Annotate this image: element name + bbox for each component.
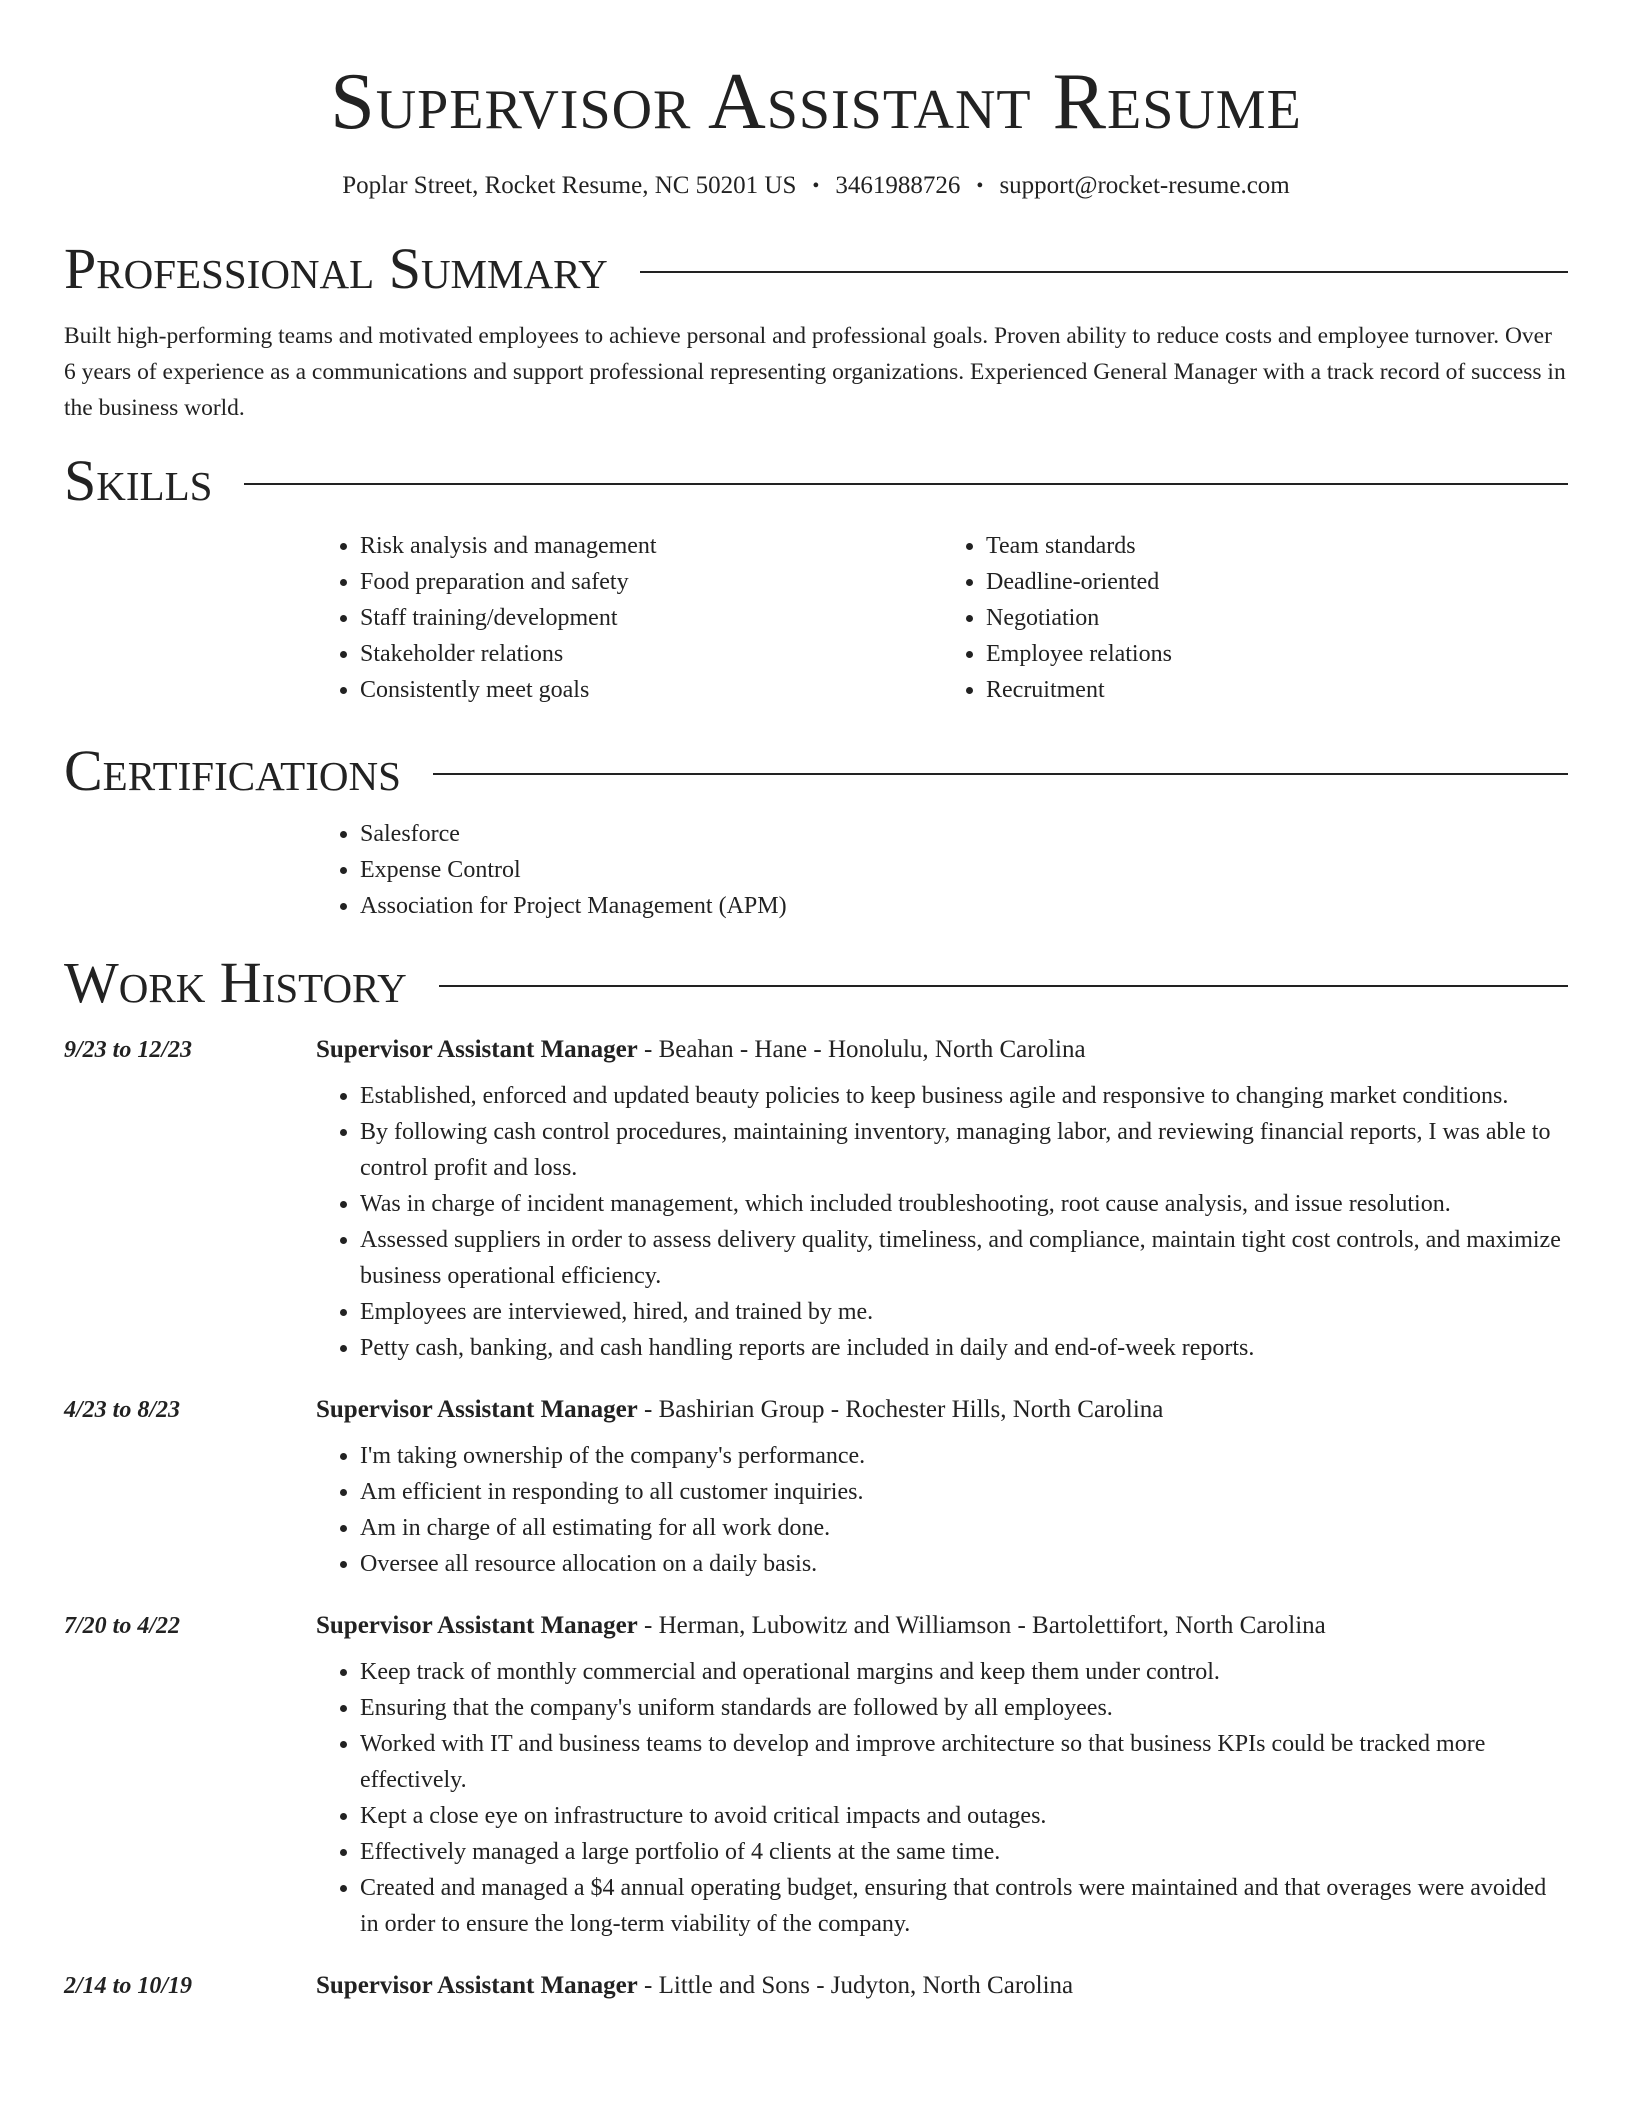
job-employer: - Little and Sons - Judyton, North Carolina xyxy=(637,1972,1074,1999)
job-bullet: • Petty cash, banking, and cash handling reports are included in daily and end-of-week reports. xyxy=(360,1330,1568,1366)
skill-item: • Staff training/development xyxy=(360,600,942,636)
section-divider xyxy=(640,271,1568,273)
job-header xyxy=(64,1972,1568,2000)
contact-separator: • xyxy=(976,174,984,197)
job-bullet: • By following cash control procedures, maintaining inventory, managing labor, and reviewing financial reports, I was able to control profit and loss. xyxy=(360,1114,1568,1186)
section-divider xyxy=(439,985,1568,987)
job-dates: 7/20 to 4/22 xyxy=(64,1613,181,1639)
job-bullet: • Created and managed a $4 annual operating budget, ensuring that controls were maintained and that overages were avoided in order to ensure the long-term viability of the company. xyxy=(360,1870,1568,1942)
skills-section-header xyxy=(64,448,1568,513)
job-entry xyxy=(64,1396,1568,1582)
skills-column-right xyxy=(942,528,1568,708)
job-title-line xyxy=(316,1396,1163,1424)
certification-item: • Association for Project Management (APM) xyxy=(360,888,1568,924)
certifications-heading: Certifications xyxy=(64,738,401,803)
job-bullet: • Was in charge of incident management, which included troubleshooting, root cause analysis, and issue resolution. xyxy=(360,1186,1568,1222)
section-divider xyxy=(433,773,1568,775)
job-employer: - Beahan - Hane - Honolulu, North Carolina xyxy=(637,1036,1086,1063)
skill-item: • Employee relations xyxy=(986,636,1568,672)
summary-text: Built high-performing teams and motivated employees to achieve personal and professional goals. Proven ability to reduce costs and employee turnover. Over 6 years of experience as a communications and support professional representing organizations. Experienced General Manager with a track record of success in the business world. xyxy=(64,323,1566,421)
job-entry xyxy=(64,1612,1568,1942)
job-bullets xyxy=(316,1654,1568,1942)
job-entry xyxy=(64,1036,1568,1366)
job-title: Supervisor Assistant Manager xyxy=(316,1972,638,1999)
skills-column-left xyxy=(316,528,942,708)
resume-title: Supervisor Assistant Resume xyxy=(330,58,1302,146)
job-bullet: • Am in charge of all estimating for all work done. xyxy=(360,1510,1568,1546)
work-section-header xyxy=(64,950,1568,1015)
job-employer: - Herman, Lubowitz and Williamson - Bartolettifort, North Carolina xyxy=(637,1612,1326,1639)
job-bullet: • Kept a close eye on infrastructure to avoid critical impacts and outages. xyxy=(360,1798,1568,1834)
job-employer: - Bashirian Group - Rochester Hills, North Carolina xyxy=(637,1396,1164,1423)
work-heading: Work History xyxy=(64,950,407,1015)
skills-heading: Skills xyxy=(64,448,213,513)
job-header xyxy=(64,1036,1568,1064)
job-bullet: • Effectively managed a large portfolio of 4 clients at the same time. xyxy=(360,1834,1568,1870)
contact-line xyxy=(64,172,1568,200)
job-title-line xyxy=(316,1972,1073,2000)
job-bullet: • Am efficient in responding to all customer inquiries. xyxy=(360,1474,1568,1510)
job-title: Supervisor Assistant Manager xyxy=(316,1396,638,1423)
job-title: Supervisor Assistant Manager xyxy=(316,1036,638,1063)
skill-item: • Risk analysis and management xyxy=(360,528,942,564)
contact-phone: 3461988726 xyxy=(835,172,961,199)
job-bullet: • Keep track of monthly commercial and operational margins and keep them under control. xyxy=(360,1654,1568,1690)
job-bullets xyxy=(316,1078,1568,1366)
job-bullets xyxy=(316,1438,1568,1582)
contact-address: Poplar Street, Rocket Resume, NC 50201 US xyxy=(342,172,797,199)
job-bullet: • Established, enforced and updated beauty policies to keep business agile and responsive to changing market conditions. xyxy=(360,1078,1568,1114)
job-dates: 9/23 to 12/23 xyxy=(64,1037,193,1063)
job-title: Supervisor Assistant Manager xyxy=(316,1612,638,1639)
skill-item: • Stakeholder relations xyxy=(360,636,942,672)
skill-item: • Consistently meet goals xyxy=(360,672,942,708)
job-dates: 4/23 to 8/23 xyxy=(64,1397,181,1423)
skill-item: • Team standards xyxy=(986,528,1568,564)
job-bullet: • Worked with IT and business teams to develop and improve architecture so that business KPIs could be tracked more effectively. xyxy=(360,1726,1568,1798)
section-divider xyxy=(244,483,1568,485)
certification-item: • Expense Control xyxy=(360,852,1568,888)
job-title-line xyxy=(316,1036,1086,1064)
job-bullet: • Oversee all resource allocation on a daily basis. xyxy=(360,1546,1568,1582)
job-entry xyxy=(64,1972,1568,2000)
skill-item: • Recruitment xyxy=(986,672,1568,708)
job-title-line xyxy=(316,1612,1326,1640)
job-bullet: • Assessed suppliers in order to assess delivery quality, timeliness, and compliance, maintain tight cost controls, and maximize business operational efficiency. xyxy=(360,1222,1568,1294)
certifications-section-header xyxy=(64,738,1568,803)
job-bullet: • Employees are interviewed, hired, and trained by me. xyxy=(360,1294,1568,1330)
certifications-list xyxy=(316,816,1568,924)
summary-section-header xyxy=(64,236,1568,301)
skill-item: • Food preparation and safety xyxy=(360,564,942,600)
job-header xyxy=(64,1396,1568,1424)
job-bullet: • Ensuring that the company's uniform standards are followed by all employees. xyxy=(360,1690,1568,1726)
job-dates: 2/14 to 10/19 xyxy=(64,1973,193,1999)
skills-list xyxy=(316,528,1568,708)
job-header xyxy=(64,1612,1568,1640)
job-bullet: • I'm taking ownership of the company's performance. xyxy=(360,1438,1568,1474)
summary-heading: Professional Summary xyxy=(64,236,608,301)
contact-separator: • xyxy=(812,174,820,197)
contact-email: support@rocket-resume.com xyxy=(999,172,1290,199)
skill-item: • Negotiation xyxy=(986,600,1568,636)
certification-item: • Salesforce xyxy=(360,816,1568,852)
skill-item: • Deadline-oriented xyxy=(986,564,1568,600)
